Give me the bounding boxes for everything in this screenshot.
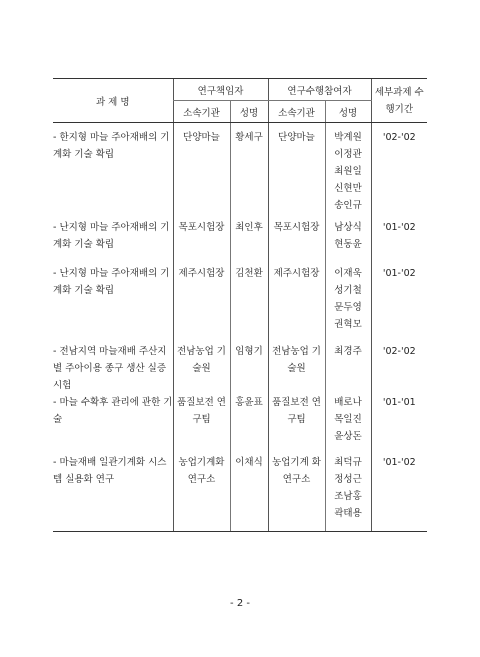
row-title: - 난지형 마늘 주아재배의 기계화 기술 확립 <box>53 267 170 296</box>
row-participant-names <box>325 343 371 394</box>
row-title: - 마늘재배 일관기계화 시스템 실용화 연구 <box>53 454 173 532</box>
row-participant-org: 목포시험장 <box>268 219 325 265</box>
participant-name: 신현만 <box>334 183 362 194</box>
research-team-table <box>53 78 427 532</box>
row-org: 농업기계화 연구소 <box>173 454 230 532</box>
participant-name: 송인규 <box>334 200 362 211</box>
row-participant-names <box>325 265 371 343</box>
participant-name: 성기철 <box>334 284 362 296</box>
table-row <box>53 265 427 343</box>
table-row <box>53 123 427 219</box>
page-number: - 2 - <box>230 598 250 609</box>
table-row <box>53 454 427 532</box>
row-participant-names <box>325 123 371 219</box>
participant-name: 현동윤 <box>334 238 362 250</box>
row-participant-org: 제주시험장 <box>268 265 325 343</box>
header-participants: 연구수행참여자 <box>268 79 371 101</box>
row-participant-org: 전남농업 기술원 <box>268 343 325 394</box>
row-org: 전남농업 기술원 <box>173 343 230 394</box>
row-lead: 이채식 <box>230 454 268 532</box>
participant-name: 최경주 <box>334 345 362 357</box>
row-lead: 임형기 <box>230 343 268 394</box>
table-row <box>53 343 427 394</box>
row-org: 제주시험장 <box>173 265 230 343</box>
row-title: - 한지형 마늘 주아재배의 기계화 기술 확립 <box>53 132 170 160</box>
participant-name: 이정관 <box>334 149 362 160</box>
row-participant-org: 농업기계 화연구소 <box>268 454 325 532</box>
participant-name: 최덕규 <box>334 456 362 468</box>
participant-name: 윤상돈 <box>334 430 362 442</box>
row-title: - 난지형 마늘 주아재배의 기계화 기술 확립 <box>53 221 170 250</box>
participant-name: 최원일 <box>334 166 362 177</box>
row-lead: 김천환 <box>230 265 268 343</box>
participant-name: 곽태용 <box>334 507 362 519</box>
row-period: '01-'02 <box>371 454 427 532</box>
participant-name: 남상식 <box>334 221 362 233</box>
row-period: '01-'02 <box>371 265 427 343</box>
row-participant-names <box>325 219 371 265</box>
row-lead: 홍윤표 <box>230 394 268 454</box>
row-org: 품질보전 연구팀 <box>173 394 230 454</box>
row-period: '01-'01 <box>371 394 427 454</box>
row-participant-org: 품질보전 연구팀 <box>268 394 325 454</box>
row-participant-names <box>325 454 371 532</box>
participant-name: 문두영 <box>334 301 362 313</box>
participant-name: 이재욱 <box>334 267 362 279</box>
row-lead: 최인후 <box>230 219 268 265</box>
table-row <box>53 394 427 454</box>
header-org: 소속기관 <box>173 101 230 123</box>
header-period <box>371 79 427 123</box>
header-name: 성명 <box>230 101 268 123</box>
participant-name: 목일진 <box>334 413 362 425</box>
row-period: '02-'02 <box>371 343 427 394</box>
table-row <box>53 219 427 265</box>
header-name2: 성명 <box>325 101 371 123</box>
row-period: '02-'02 <box>371 123 427 219</box>
row-lead: 황세구 <box>230 123 268 219</box>
participant-name: 정성근 <box>334 473 362 485</box>
row-org: 목포시험장 <box>173 219 230 265</box>
header-lead: 연구책임자 <box>173 79 268 101</box>
participant-name: 박계원 <box>334 132 362 143</box>
row-org: 단양마늘 <box>173 123 230 219</box>
row-participant-org: 단양마늘 <box>268 123 325 219</box>
row-participant-names <box>325 394 371 454</box>
participant-name: 권혁모 <box>334 318 362 330</box>
row-period: '01-'02 <box>371 219 427 265</box>
row-title: - 전남지역 마늘재배 주산지별 주아이용 종구 생산 실증시험 <box>53 345 167 391</box>
participant-name: 조남홍 <box>334 490 362 502</box>
header-org2: 소속기관 <box>268 101 325 123</box>
header-period-text: 세부과제 수행기간 <box>374 86 424 115</box>
participant-name: 배로나 <box>334 396 362 408</box>
header-project: 과 제 명 <box>53 79 173 123</box>
row-title: - 마늘 수확후 관리에 관한 기술 <box>53 396 173 425</box>
